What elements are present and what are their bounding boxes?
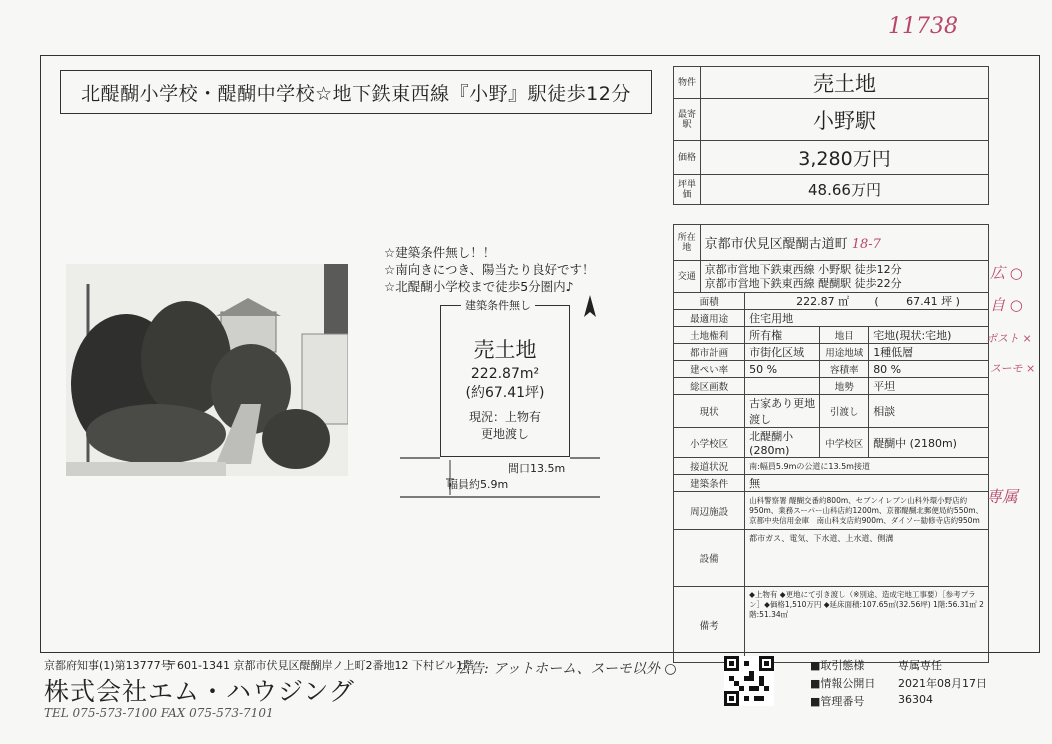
transit-cell <box>700 261 988 293</box>
transit-2: 京都市営地下鉄東西線 醍醐駅 徒歩22分 <box>704 276 902 290</box>
label-address: 所在地 <box>674 225 701 261</box>
road: 南:幅員5.9mの公道に13.5m接道 <box>745 458 989 475</box>
area-tsubo-open: ( <box>874 295 879 308</box>
row-schools <box>674 428 989 458</box>
facilities: 山科警察署 醍醐交番約800m、セブンイレブン山科外環小野店約950m、業務スーパー山科店約1200m、京都醍醐北郵便局約550m、京都中央信用金庫 南山科支店約900m、ダイソー勧修寺店約950m <box>745 492 989 530</box>
label-area: 面積 <box>674 293 745 310</box>
rights: 所有権 <box>745 327 820 344</box>
summary-label-tsubo-price: 坪単価 <box>674 175 701 205</box>
headline: 北醍醐小学校・醍醐中学校☆地下鉄東西線『小野』駅徒歩12分 <box>60 70 652 114</box>
row-rights <box>674 327 989 344</box>
lot-frontage: 間口13.5m <box>508 462 566 475</box>
lot-status-1: 現況：上物有 <box>468 410 541 424</box>
lot-diagram <box>440 299 570 457</box>
document-number: 11738 <box>888 14 958 39</box>
published-label: ■情報公開日 <box>810 677 876 690</box>
lot-area-m2: 222.87m² <box>470 366 540 382</box>
area-tsubo: 67.41 坪 <box>906 295 953 308</box>
row-bcr <box>674 361 989 378</box>
property-photo <box>66 264 348 476</box>
area-m2: 222.87 ㎡ <box>796 295 850 308</box>
row-road <box>674 458 989 475</box>
row-utilities <box>674 530 989 587</box>
summary-tsubo-price: 48.66万円 <box>701 175 989 205</box>
trade-label: ■取引態様 <box>810 659 865 672</box>
handover: 相談 <box>869 395 989 428</box>
row-address <box>674 225 989 261</box>
company-address: 〒601-1341 京都市伏見区醍醐岸ノ上町2番地12 下村ビル1階 <box>166 659 474 672</box>
row-facilities <box>674 492 989 530</box>
handwritten-note-3: ポスト × <box>986 332 1032 345</box>
use: 住宅用地 <box>745 310 989 327</box>
label-handover: 引渡し <box>820 395 869 428</box>
lot-type: 売土地 <box>473 338 537 362</box>
label-terrain: 地勢 <box>820 378 869 395</box>
zone: 1種低層 <box>869 344 989 361</box>
land: 宅地(現状:宅地) <box>869 327 989 344</box>
label-use: 最適用途 <box>674 310 745 327</box>
label-transit: 交通 <box>674 261 701 293</box>
management-number: 36304 <box>898 693 933 706</box>
lot-area-tsubo: (約67.41坪) <box>465 385 545 401</box>
row-sections <box>674 378 989 395</box>
trade-type: 専属専任 <box>898 659 942 672</box>
label-elementary: 小学校区 <box>674 428 745 458</box>
license-number: 京都府知事(1)第13777号 <box>44 659 172 672</box>
summary-label-price: 価格 <box>674 141 701 175</box>
label-zone: 用途地域 <box>820 344 869 361</box>
lot-road-width: 幅員約5.9m <box>447 478 509 491</box>
summary-label-station: 最寄駅 <box>674 99 701 141</box>
handwritten-note-4: スーモ × <box>990 362 1036 375</box>
summary-row-tsubo-price <box>674 175 989 205</box>
label-notes: 備考 <box>674 587 745 663</box>
label-far: 容積率 <box>820 361 869 378</box>
transit-1: 京都市営地下鉄東西線 小野駅 徒歩12分 <box>704 262 902 276</box>
row-current <box>674 395 989 428</box>
summary-station: 小野駅 <box>701 99 989 141</box>
lot-status-2: 更地渡し <box>480 427 529 441</box>
conditions-list <box>384 244 594 295</box>
area-cell <box>745 293 989 310</box>
build-condition: 無 <box>745 475 989 492</box>
junior-high-school: 醍醐中 (2180m) <box>869 428 989 458</box>
utilities: 都市ガス、電気、下水道、上水道、側溝 <box>745 530 989 587</box>
published-date: 2021年08月17日 <box>898 677 987 690</box>
label-bcr: 建ぺい率 <box>674 361 745 378</box>
address-cell <box>700 225 988 261</box>
label-road: 接道状況 <box>674 458 745 475</box>
property-photo-image <box>66 264 348 476</box>
bcr: 50 % <box>745 361 820 378</box>
management-label: ■管理番号 <box>810 695 865 708</box>
label-sections: 総区画数 <box>674 378 745 395</box>
summary-table <box>673 66 989 205</box>
label-land: 地目 <box>820 327 869 344</box>
handwritten-note-5: 専属 <box>986 487 1019 506</box>
current: 古家あり更地渡し <box>745 395 820 428</box>
lot-tag: 建築条件無し <box>461 297 535 313</box>
summary-row-type <box>674 67 989 99</box>
handwritten-note-1: 広 ○ <box>990 264 1023 282</box>
row-notes <box>674 587 989 663</box>
far: 80 % <box>869 361 989 378</box>
qr-code[interactable] <box>724 656 774 706</box>
handwritten-note-2: 自 ○ <box>990 296 1023 314</box>
summary-type: 売土地 <box>701 67 989 99</box>
summary-label-type: 物件 <box>674 67 701 99</box>
notes: ◆上物有 ◆更地にて引き渡し（※別途、造成宅地工事要）［参考プラン］◆価格1,510万円 ◆延床面積:107.65㎡(32.56坪) 1階:56.31㎡ 2階:51.34㎡ <box>745 587 989 663</box>
condition-1: ☆建築条件無し！！ <box>384 245 496 260</box>
address: 京都市伏見区醍醐古道町 <box>704 237 848 252</box>
summary-row-station <box>674 99 989 141</box>
label-current: 現状 <box>674 395 745 428</box>
label-utilities: 設備 <box>674 530 745 587</box>
terrain: 平坦 <box>869 378 989 395</box>
summary-price: 3,280万円 <box>701 141 989 175</box>
row-transit <box>674 261 989 293</box>
label-junior-high: 中学校区 <box>820 428 869 458</box>
sections <box>745 378 820 395</box>
row-use <box>674 310 989 327</box>
condition-3: ☆北醍醐小学校まで徒歩5分圏内♪ <box>384 279 574 294</box>
details-table <box>673 224 989 663</box>
label-facilities: 周辺施設 <box>674 492 745 530</box>
plan: 市街化区域 <box>745 344 820 361</box>
row-area <box>674 293 989 310</box>
elementary-school: 北醍醐小 (280m) <box>745 428 820 458</box>
company-name: 株式会社エム・ハウジング <box>44 677 355 706</box>
address-handwritten: 18-7 <box>851 237 881 252</box>
north-arrow-icon <box>584 295 596 321</box>
label-build-condition: 建築条件 <box>674 475 745 492</box>
row-build-condition <box>674 475 989 492</box>
area-tsubo-close: ) <box>955 295 960 308</box>
condition-2: ☆南向きにつき、陽当たり良好です！ <box>384 262 595 277</box>
label-plan: 都市計画 <box>674 344 745 361</box>
row-plan <box>674 344 989 361</box>
summary-row-price <box>674 141 989 175</box>
ad-note: 広告: アットホーム、スーモ以外 ○ <box>456 661 677 677</box>
label-rights: 土地権利 <box>674 327 745 344</box>
company-tel: TEL 075-573-7100 FAX 075-573-7101 <box>44 706 274 720</box>
